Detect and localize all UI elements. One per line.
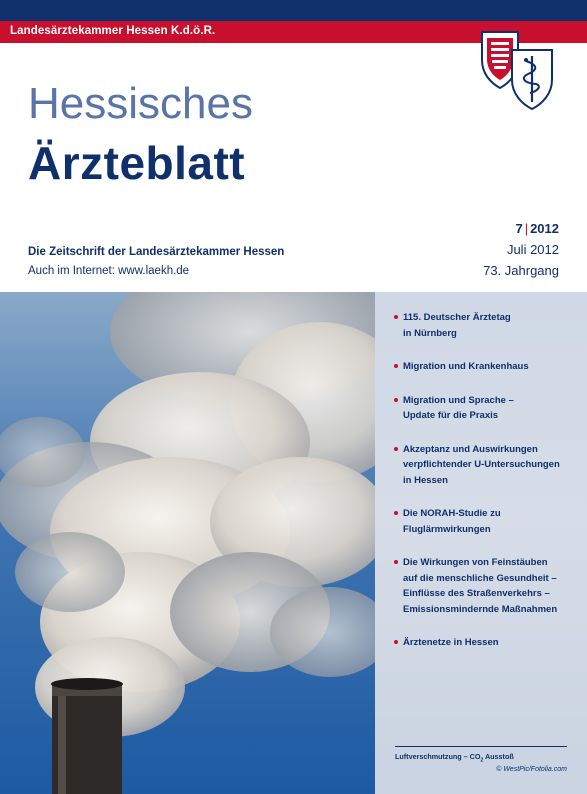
bullet-icon	[394, 315, 398, 319]
bullet-icon	[394, 398, 398, 402]
top-navy-bar	[0, 0, 587, 21]
chamber-crest-logo	[478, 28, 562, 112]
bullet-icon	[394, 511, 398, 515]
title-line-2: Ärzteblatt	[28, 137, 246, 189]
title-line-1: Hessisches	[28, 79, 253, 128]
smoke-cloud-illustration	[0, 292, 375, 794]
internet-address: Auch im Internet: www.laekh.de	[28, 265, 190, 277]
issue-year: 2012	[530, 221, 559, 236]
issue-date: Juli 2012	[506, 242, 559, 257]
contents-item[interactable]: Die Wirkungen von Feinstäuben auf die menschliche Gesundheit – Einflüsse des Straßenverkehrs – Emissionsmindernde Maßnahmen	[375, 555, 587, 617]
bullet-icon	[394, 640, 398, 644]
issue-separator: |	[524, 221, 529, 236]
contents-item[interactable]: Die NORAH-Studie zu Fluglärmwirkungen	[375, 506, 587, 537]
bullet-icon	[394, 364, 398, 368]
magazine-subtitle: Die Zeitschrift der Landesärztekammer Hessen	[28, 246, 285, 258]
contents-item[interactable]: Migration und Sprache – Update für die Praxis	[375, 393, 587, 424]
contents-item[interactable]: Akzeptanz und Auswirkungen verpflichtender U-Untersuchungen in Hessen	[375, 442, 587, 489]
issue-number-line	[483, 218, 559, 239]
contents-item[interactable]: Ärztenetze in Hessen	[375, 635, 587, 651]
issue-info	[483, 218, 559, 281]
contents-item[interactable]: 115. Deutscher Ärztetag in Nürnberg	[375, 310, 587, 341]
caption-divider	[395, 746, 567, 747]
contents-list	[375, 310, 587, 669]
contents-panel	[375, 292, 587, 794]
cover-photo-smokestack	[0, 292, 375, 794]
photo-copyright: © WestPic/Fotolia.com	[496, 766, 567, 773]
publisher-name: Landesärztekammer Hessen K.d.ö.R.	[10, 25, 216, 37]
bullet-icon	[394, 447, 398, 451]
issue-volume: 73. Jahrgang	[483, 263, 559, 278]
bullet-icon	[394, 560, 398, 564]
photo-caption: Luftverschmutzung – $CO_2$ Ausstoß	[395, 752, 514, 764]
contents-item[interactable]: Migration und Krankenhaus	[375, 359, 587, 375]
issue-number: 7	[515, 221, 523, 236]
